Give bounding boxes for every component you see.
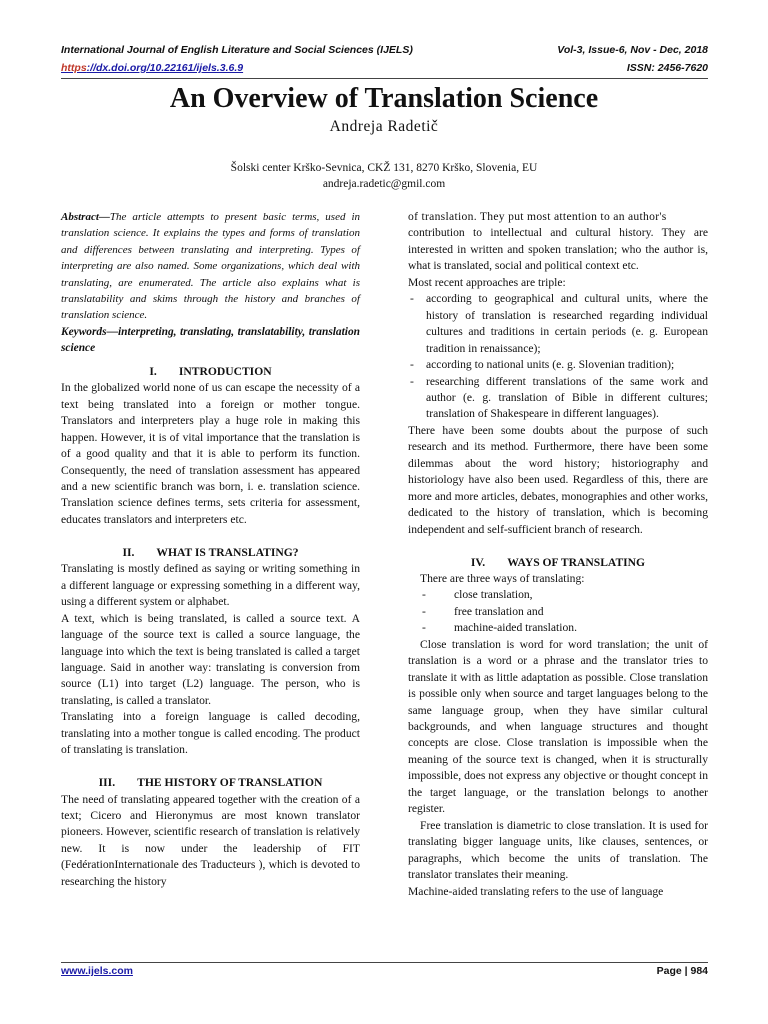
list-item: - according to geographical and cultural units, where the history of translation is researched regarding individual cultures and traditions in certain periods (e. g. European tradition in renaissance);: [408, 291, 708, 357]
paper-title: An Overview of Translation Science: [169, 83, 599, 114]
running-header-2: [61, 62, 708, 76]
section-heading-what-is-translating: II. WHAT IS TRANSLATING?: [122, 545, 299, 559]
list-item: - machine-aided translation.: [420, 620, 708, 636]
abstract-text: The article attempts to present basic terms, used in translation science. It explains the types and forms of translation and differences between translating and interpreting. Types of interpreting are also named. Some organizations, which deal with translating, are enumerated. The article also explains what is translatability and skims through the history and branches of translation science.: [61, 211, 360, 322]
page-number: Page | 984: [656, 965, 708, 977]
paragraph: The need of translating appeared together with the creation of a text; Cicero and Hieronymus are most known translator pioneers. However, scientific research of translation is relatively new. It is now under the leadership of FIT (FedérationInternationale des Traducteurs ), which is devoted to researching the history: [61, 792, 360, 888]
paragraph: Machine-aided translating refers to the use of language: [408, 884, 664, 898]
intro-paragraph: In the globalized world none of us can escape the necessity of a text being translated into a foreign or mother tongue. Translators and interpreters play a huge role in making this happen. However, it is of vital importance that the translation is of a good quality and that it is able to perform its function. Consequently, the need of translation assessment has appeared and a new scientific branch was born, i. e. translation science. Translation science defines terms, sets criteria for assessment, educates translators and interpreters etc.: [61, 381, 360, 526]
list-item: - according to national units (e. g. Slovenian tradition);: [408, 357, 708, 373]
paragraph: A text, which is being translated, is called a source text. A language of the source text is called a source language, the language into which the text is being translated is called a target language. Said in another way: translating is conversion from source (L1) into target (L2) language. The person, who is translating, is called a translator.: [61, 611, 360, 707]
journal-name: International Journal of English Literature and Social Sciences (IJELS): [61, 44, 413, 56]
list-item: - researching different translations of the same work and author (e. g. translation of Bible in different cultures; translation of Shakespeare in different languages).: [408, 374, 708, 423]
paragraph: Translating into a foreign language is called decoding, translating into a mother tongue is called encoding. The product of translating is translation.: [61, 710, 360, 757]
list-item: - free translation and: [420, 604, 708, 620]
affiliation: Šolski center Krško-Sevnica, CKŽ 131, 8270 Krško, Slovenia, EU: [230, 162, 538, 174]
paragraph: There have been some doubts about the purpose of such research and its method. Furthermore, there have been some dilemmas about the word history; historiography and historiology have also been used. Regardless of this, there are more and more articles, debates, monographies and other works, dedicated to the history of translation, which is becoming independent and self-sufficient branch of research.: [408, 423, 708, 536]
author-email[interactable]: andreja.radetic@gmil.com: [322, 178, 446, 190]
footer-rule: [61, 962, 708, 963]
paragraph: Translating is mostly defined as saying or writing something in a different language or expressing something in a different way, using a different system or alphabet.: [61, 562, 360, 609]
paragraph: contribution to intellectual and cultural history. They are interested in written and spoken translation; who the author is, what is translated, social and political context etc.: [408, 226, 708, 273]
right-column: [408, 209, 708, 900]
author-name: Andreja Radetič: [329, 118, 439, 135]
paragraph: There are three ways of translating:: [420, 571, 585, 585]
section-heading-ways: IV. WAYS OF TRANSLATING: [470, 555, 646, 569]
abstract-label: Abstract—: [61, 211, 110, 223]
list-item: - close translation,: [420, 587, 708, 603]
section-heading-history: III. THE HISTORY OF TRANSLATION: [98, 776, 323, 790]
doi-link[interactable]: https://dx.doi.org/10.22161/ijels.3.6.9: [61, 62, 244, 74]
issn: ISSN: 2456-7620: [626, 62, 708, 74]
header-rule: [61, 78, 708, 79]
keywords: Keywords—interpreting, translating, translatability, translation science: [61, 325, 360, 354]
left-column: [61, 209, 360, 890]
section-heading-introduction: I. INTRODUCTION: [149, 364, 272, 378]
continued-line: of translation. They put most attention to an author's: [408, 210, 667, 223]
approaches-list: [408, 291, 708, 423]
paragraph: Free translation is diametric to close translation. It is used for translating bigger language units, like clauses, sentences, or paragraphs, which become the units of translation. The translator translates their meaning.: [408, 818, 708, 882]
paragraph: Close translation is word for word translation; the unit of translation is a word or a phrase and the translator tries to translate it with as little adaptation as possible. Close translation is possible only when source and target languages belong to the same language group, when they have similar cultural backgrounds, and when language structures and thought concepts are close. Close translation is impossible when the meaning of the source text is changed, when it is structurally impossible, does not express any objective or thought concept in the target language, or the translation belongs to another register.: [408, 637, 708, 816]
running-header: [61, 44, 708, 58]
volume-info: Vol-3, Issue-6, Nov - Dec, 2018: [557, 44, 708, 56]
ways-list: [408, 587, 708, 636]
abstract: [61, 209, 360, 324]
paragraph: Most recent approaches are triple:: [408, 275, 566, 289]
site-link[interactable]: www.ijels.com: [61, 965, 133, 977]
